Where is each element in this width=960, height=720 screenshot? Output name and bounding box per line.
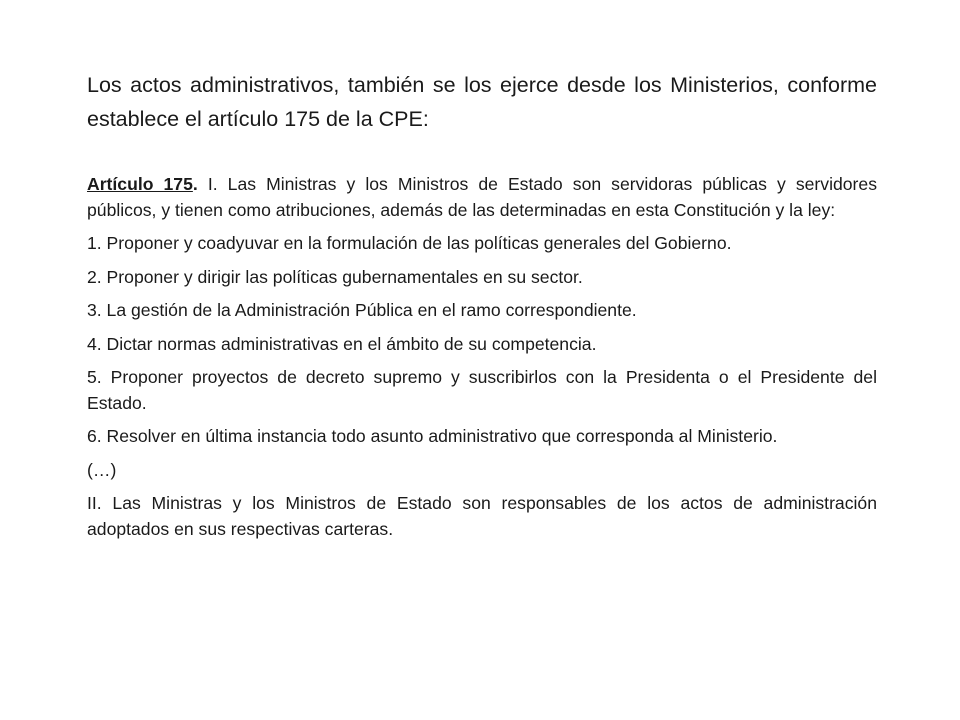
- article-section-two: II. Las Ministras y los Ministros de Estado son responsables de los actos de administración adoptados en sus respectivas carteras.: [87, 493, 877, 539]
- article-reference: Artículo 175: [87, 174, 193, 194]
- article-item-6: 6. Resolver en última instancia todo asunto administrativo que corresponda al Ministerio.: [87, 426, 778, 446]
- article-reference-dot: .: [192, 174, 208, 194]
- article-block: [87, 172, 877, 542]
- article-ellipsis: (…): [87, 459, 117, 480]
- article-item-4: 4. Dictar normas administrativas en el ámbito de su competencia.: [87, 333, 597, 354]
- article-heading: [87, 172, 877, 223]
- slide-content: [87, 68, 877, 550]
- article-item-2: 2. Proponer y dirigir las políticas gubernamentales en su sector.: [87, 266, 583, 287]
- intro-paragraph: Los actos administrativos, también se los ejerce desde los Ministerios, conforme establece el artículo 175 de la CPE:: [87, 73, 877, 131]
- article-item-5: 5. Proponer proyectos de decreto supremo y suscribirlos con la Presidenta o el Presidente del Estado.: [87, 367, 877, 413]
- article-heading-text: I. Las Ministras y los Ministros de Estado son servidoras públicas y servidores públicos, y tienen como atribuciones, además de las determinadas en esta Constitución y la ley:: [87, 174, 877, 220]
- article-item-1: 1. Proponer y coadyuvar en la formulación de las políticas generales del Gobierno.: [87, 233, 732, 253]
- article-item-3: 3. La gestión de la Administración Pública en el ramo correspondiente.: [87, 300, 637, 320]
